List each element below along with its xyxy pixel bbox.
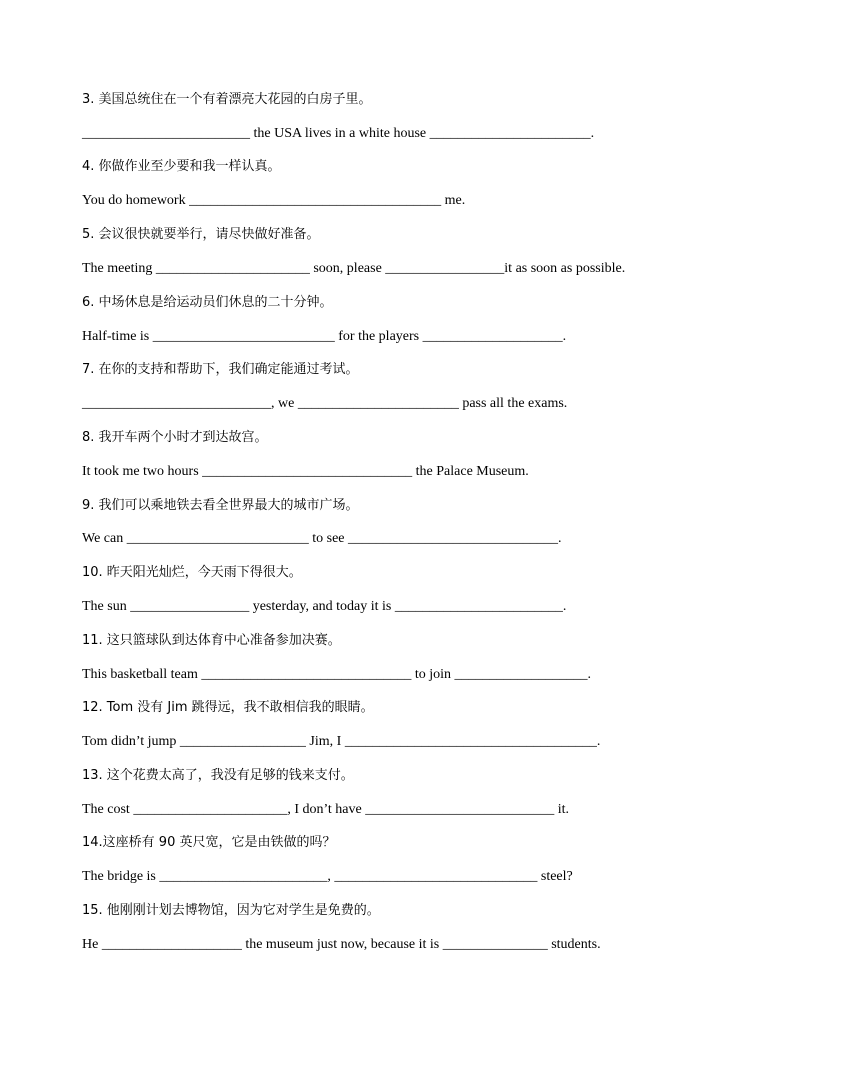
question-6-english: Half-time is __________________________ for the players ____________________. [82, 329, 567, 344]
question-13-english: The cost ______________________, I don’t have ___________________________ it. [82, 802, 569, 817]
question-9-english: We can __________________________ to see ______________________________. [82, 531, 562, 546]
question-14-english: The bridge is ________________________, _____________________________ steel? [82, 869, 573, 884]
question-11-english: This basketball team ______________________________ to join ___________________. [82, 667, 592, 682]
question-5-english: The meeting ______________________ soon, please _________________it as soon as possible. [82, 261, 626, 276]
question-4-english: You do homework ____________________________________ me. [82, 193, 466, 208]
question-8-chinese: 8. 我开车两个小时才到达故宫。 [82, 430, 268, 445]
question-7-english: ___________________________, we _______________________ pass all the exams. [82, 396, 568, 411]
question-10-english: The sun _________________ yesterday, and today it is ________________________. [82, 599, 567, 614]
question-15-chinese: 15. 他刚刚计划去博物馆，因为它对学生是免费的。 [82, 903, 380, 918]
question-14-chinese: 14.这座桥有 90 英尺宽，它是由铁做的吗？ [82, 835, 336, 850]
question-5-chinese: 5. 会议很快就要举行，请尽快做好准备。 [82, 227, 320, 242]
question-9-chinese: 9. 我们可以乘地铁去看全世界最大的城市广场。 [82, 498, 359, 513]
question-12-chinese: 12. Tom 没有 Jim 跳得远，我不敢相信我的眼睛。 [82, 700, 374, 715]
question-13-chinese: 13. 这个花费太高了，我没有足够的钱来支付。 [82, 768, 354, 783]
question-6-chinese: 6. 中场休息是给运动员们休息的二十分钟。 [82, 295, 333, 310]
question-3-english: ________________________ the USA lives in a white house _______________________. [82, 126, 595, 141]
question-8-english: It took me two hours ______________________________ the Palace Museum. [82, 464, 529, 479]
question-10-chinese: 10. 昨天阳光灿烂，今天雨下得很大。 [82, 565, 302, 580]
question-3-chinese: 3. 美国总统住在一个有着漂亮大花园的白房子里。 [82, 92, 372, 107]
question-11-chinese: 11. 这只篮球队到达体育中心准备参加决赛。 [82, 633, 341, 648]
question-4-chinese: 4. 你做作业至少要和我一样认真。 [82, 159, 281, 174]
question-15-english: He ____________________ the museum just now, because it is _______________ students. [82, 937, 601, 952]
question-12-english: Tom didn’t jump __________________ Jim, I ____________________________________. [82, 734, 601, 749]
question-7-chinese: 7. 在你的支持和帮助下，我们确定能通过考试。 [82, 362, 359, 377]
